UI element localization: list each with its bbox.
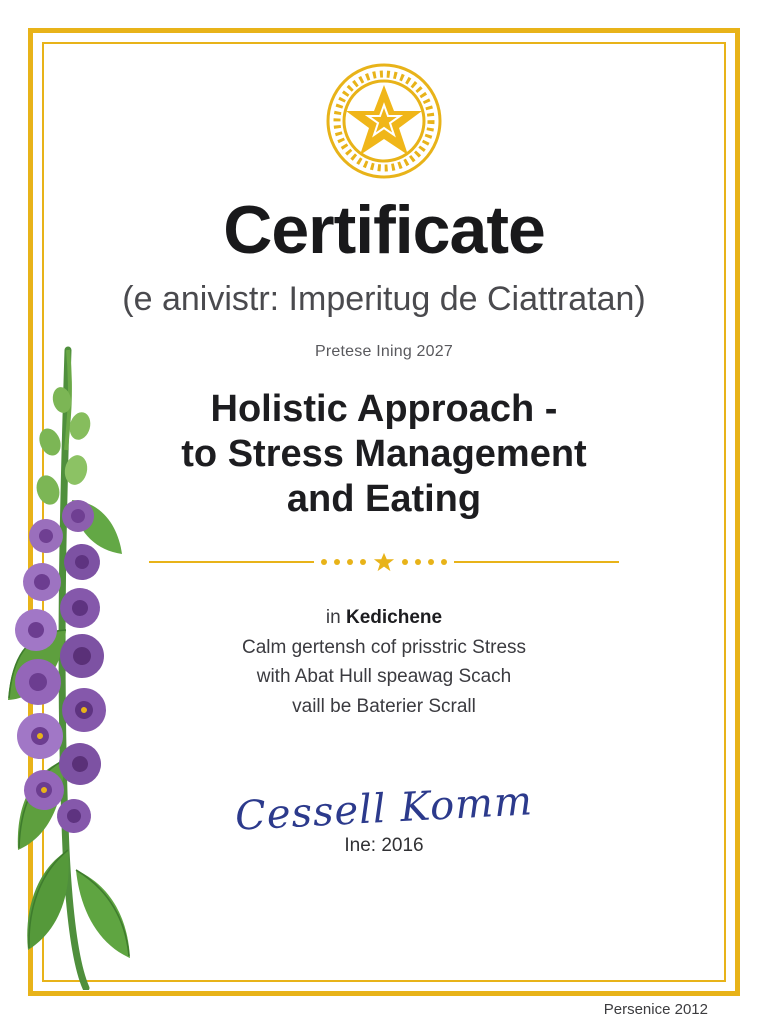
divider-dot: [321, 559, 327, 565]
signature-date: Ine: 2016: [344, 835, 424, 857]
divider-dot: [347, 559, 353, 565]
star-seal-icon: [311, 68, 457, 174]
signature-area: [233, 778, 535, 857]
recipient-line: [242, 603, 526, 632]
divider-line-right: [454, 561, 619, 563]
certificate-content: [60, 58, 708, 964]
course-title-line: and Eating: [286, 477, 482, 520]
divider-dot: [441, 559, 447, 565]
page-title: Certificate: [223, 192, 545, 268]
recipient-name: Kedichene: [345, 607, 443, 629]
divider-dot: [360, 559, 366, 565]
footer-text: Persenice 2012: [603, 1001, 708, 1018]
course-title: [181, 387, 586, 521]
certificate-body: [242, 603, 526, 721]
divider-line-left: [149, 561, 314, 563]
divider-dot: [334, 559, 340, 565]
course-title-line: to Stress Management: [181, 432, 587, 475]
divider-dot: [402, 559, 408, 565]
body-line: vaill be Baterier Scrall: [292, 695, 476, 717]
certificate-edition: Pretese Ining 2027: [315, 343, 453, 360]
body-line: Calm gertensh cof prisstric Stress: [241, 636, 527, 658]
course-title-line: Holistic Approach -: [210, 388, 558, 430]
recipient-prefix: in: [325, 607, 346, 629]
divider-dot: [428, 559, 434, 565]
divider-dot: [415, 559, 421, 565]
star-divider-icon: [373, 551, 395, 573]
signature-script: Cessell Komm: [233, 778, 535, 841]
body-line: with Abat Hull speawag Scach: [256, 666, 512, 688]
certificate-subtitle: (e anivistr: Imperitug de Ciattratan): [122, 280, 646, 318]
ornamental-divider: [149, 551, 619, 573]
